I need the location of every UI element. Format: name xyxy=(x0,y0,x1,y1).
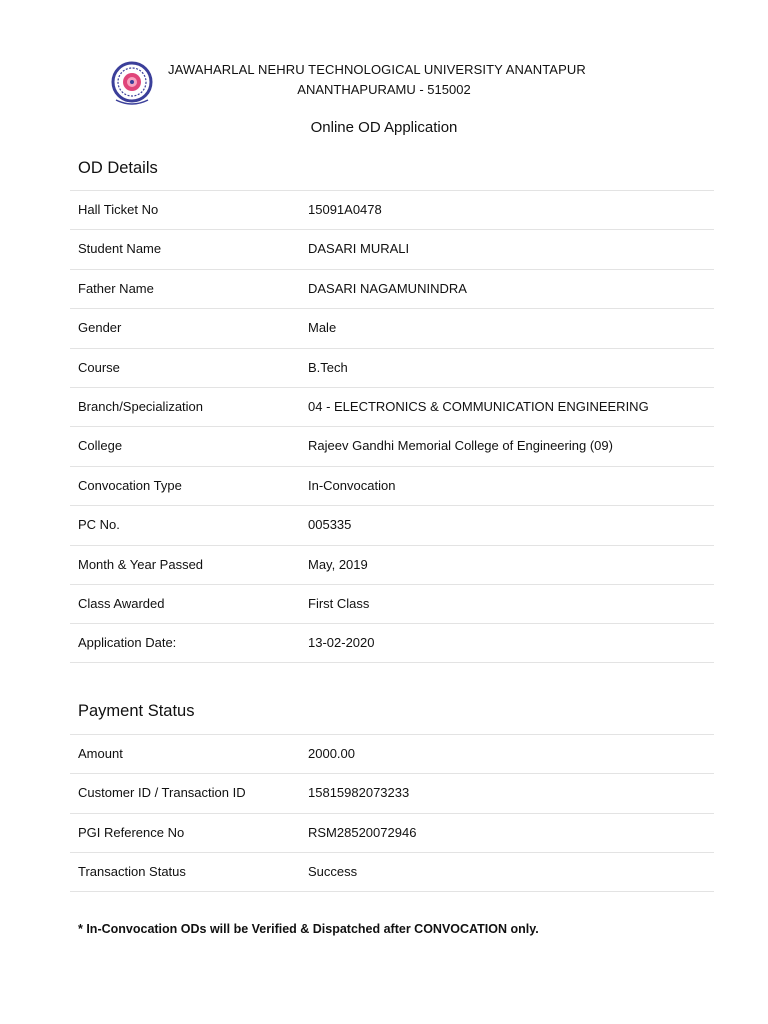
convocation-footnote: * In-Convocation ODs will be Verified & Dispatched after CONVOCATION only. xyxy=(78,922,539,936)
table-row xyxy=(70,466,714,505)
od-details-heading: OD Details xyxy=(78,159,158,177)
row-label: Transaction Status xyxy=(78,864,186,880)
table-row xyxy=(70,623,714,662)
table-row xyxy=(70,734,714,773)
row-value: 15091A0478 xyxy=(308,202,382,217)
row-value: First Class xyxy=(308,595,370,611)
university-address: ANANTHAPURAMU - 515002 xyxy=(297,82,471,97)
row-value: Rajeev Gandhi Memorial College of Engineering (09) xyxy=(308,438,613,454)
row-label: Customer ID / Transaction ID xyxy=(78,785,246,801)
table-row xyxy=(70,308,714,347)
university-name: JAWAHARLAL NEHRU TECHNOLOGICAL UNIVERSITY ANANTAPUR xyxy=(168,62,586,77)
table-row xyxy=(70,545,714,584)
row-label: Application Date: xyxy=(78,635,177,651)
table-row xyxy=(70,773,714,812)
row-value: Success xyxy=(308,864,358,880)
table-row xyxy=(70,426,714,465)
row-value: RSM28520072946 xyxy=(308,824,417,840)
row-label: College xyxy=(78,438,123,454)
row-value: DASARI NAGAMUNINDRA xyxy=(308,280,467,296)
table-row xyxy=(70,269,714,308)
table-row xyxy=(70,505,714,544)
row-value: In-Convocation xyxy=(308,477,396,493)
document-header xyxy=(0,0,768,136)
table-row xyxy=(70,813,714,852)
row-label: PGI Reference No xyxy=(78,824,185,840)
row-value: 13-02-2020 xyxy=(308,635,375,651)
row-label: Class Awarded xyxy=(78,595,165,611)
row-value: DASARI MURALI xyxy=(308,241,410,257)
table-row xyxy=(70,229,714,268)
row-label: Father Name xyxy=(78,280,154,296)
table-row xyxy=(70,348,714,387)
row-value: Male xyxy=(308,320,337,336)
payment-status-table xyxy=(70,734,714,892)
row-label: Course xyxy=(78,359,120,375)
row-label: Gender xyxy=(78,320,122,336)
row-value: May, 2019 xyxy=(308,556,368,572)
row-label: Student Name xyxy=(78,241,162,257)
row-value: 005335 xyxy=(308,517,352,533)
od-details-table xyxy=(70,190,714,663)
row-value: B.Tech xyxy=(308,359,348,375)
row-label: PC No. xyxy=(78,517,120,533)
table-row xyxy=(70,190,714,229)
table-row xyxy=(70,387,714,426)
row-label: Branch/Specialization xyxy=(78,398,204,414)
row-value: 04 - ELECTRONICS & COMMUNICATION ENGINEERING xyxy=(308,398,649,414)
row-value: 2000.00 xyxy=(308,746,355,761)
table-row xyxy=(70,584,714,623)
row-value: 15815982073233 xyxy=(308,785,410,801)
document-title: Online OD Application xyxy=(310,119,458,136)
row-label: Month & Year Passed xyxy=(78,556,204,572)
row-label: Convocation Type xyxy=(78,477,182,493)
table-row xyxy=(70,852,714,891)
row-label: Hall Ticket No xyxy=(78,202,159,217)
payment-status-heading: Payment Status xyxy=(78,702,195,720)
row-label: Amount xyxy=(78,746,123,761)
